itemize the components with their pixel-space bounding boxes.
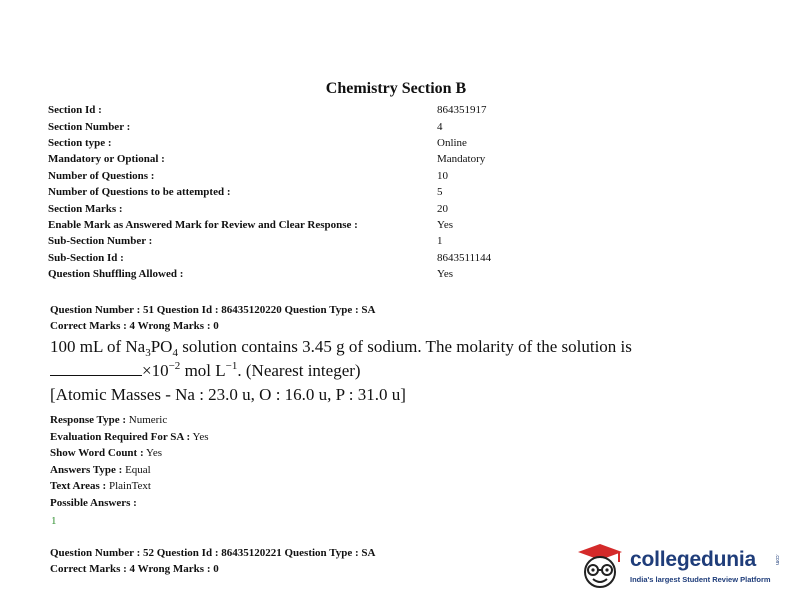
question-header: Question Number : 51 Question Id : 86435120220 Question Type : SA (50, 304, 376, 316)
field-row: Response Type : Numeric (50, 414, 168, 426)
meta-row: Section Marks : 20 (48, 202, 448, 215)
field-row: Text Areas : PlainText (50, 480, 151, 493)
field-row: Answers Type : Equal (50, 463, 151, 476)
meta-row: Enable Mark as Answered Mark for Review and Clear Response : Yes (48, 218, 454, 231)
meta-row: Sub-Section Id : 8643511144 (48, 251, 492, 264)
collegedunia-logo (574, 542, 784, 592)
meta-row: Section Id : 864351917 (48, 104, 487, 117)
meta-row: Section Number : 4 (48, 120, 443, 133)
section-meta (48, 102, 518, 282)
question-52 (50, 545, 375, 577)
meta-row: Mandatory or Optional : Mandatory (48, 153, 486, 166)
meta-row: Section type : Online (48, 136, 467, 149)
question-text: 100 mL of $Na_3PO_4$ solution contains 3.45 g of sodium. The molarity of the solution is $\times 10^{-2}$ mol $L^{-1}$. (Nearest integer) [Atomic Masses - Na : 23.0 u, O : 16.0 u, P : 31.0 u] (50, 337, 632, 404)
answer-blank (50, 361, 142, 376)
logo-name: collegedunia (630, 548, 756, 571)
question-51 (50, 302, 762, 530)
section-title: Chemistry Section B (325, 80, 467, 97)
possible-answer: 1 (51, 514, 57, 527)
logo-tagline: India's largest Student Review Platform (630, 575, 771, 584)
meta-row: Sub-Section Number : 1 (48, 235, 443, 248)
question-header: Question Number : 52 Question Id : 86435120221 Question Type : SA (50, 547, 376, 559)
question-marks: Correct Marks : 4 Wrong Marks : 0 (50, 563, 219, 575)
field-row: Evaluation Required For SA : Yes (50, 430, 209, 443)
question-marks: Correct Marks : 4 Wrong Marks : 0 (50, 320, 219, 332)
field-row: Possible Answers : (50, 496, 137, 509)
meta-row: Question Shuffling Allowed : Yes (48, 268, 454, 281)
question-fields (50, 412, 762, 530)
meta-row: Number of Questions : 10 (48, 169, 448, 182)
logo-suffix: .com (774, 554, 780, 565)
meta-row: Number of Questions to be attempted : 5 (48, 186, 443, 199)
field-row: Show Word Count : Yes (50, 447, 162, 460)
graduate-mascot-icon (574, 542, 626, 592)
